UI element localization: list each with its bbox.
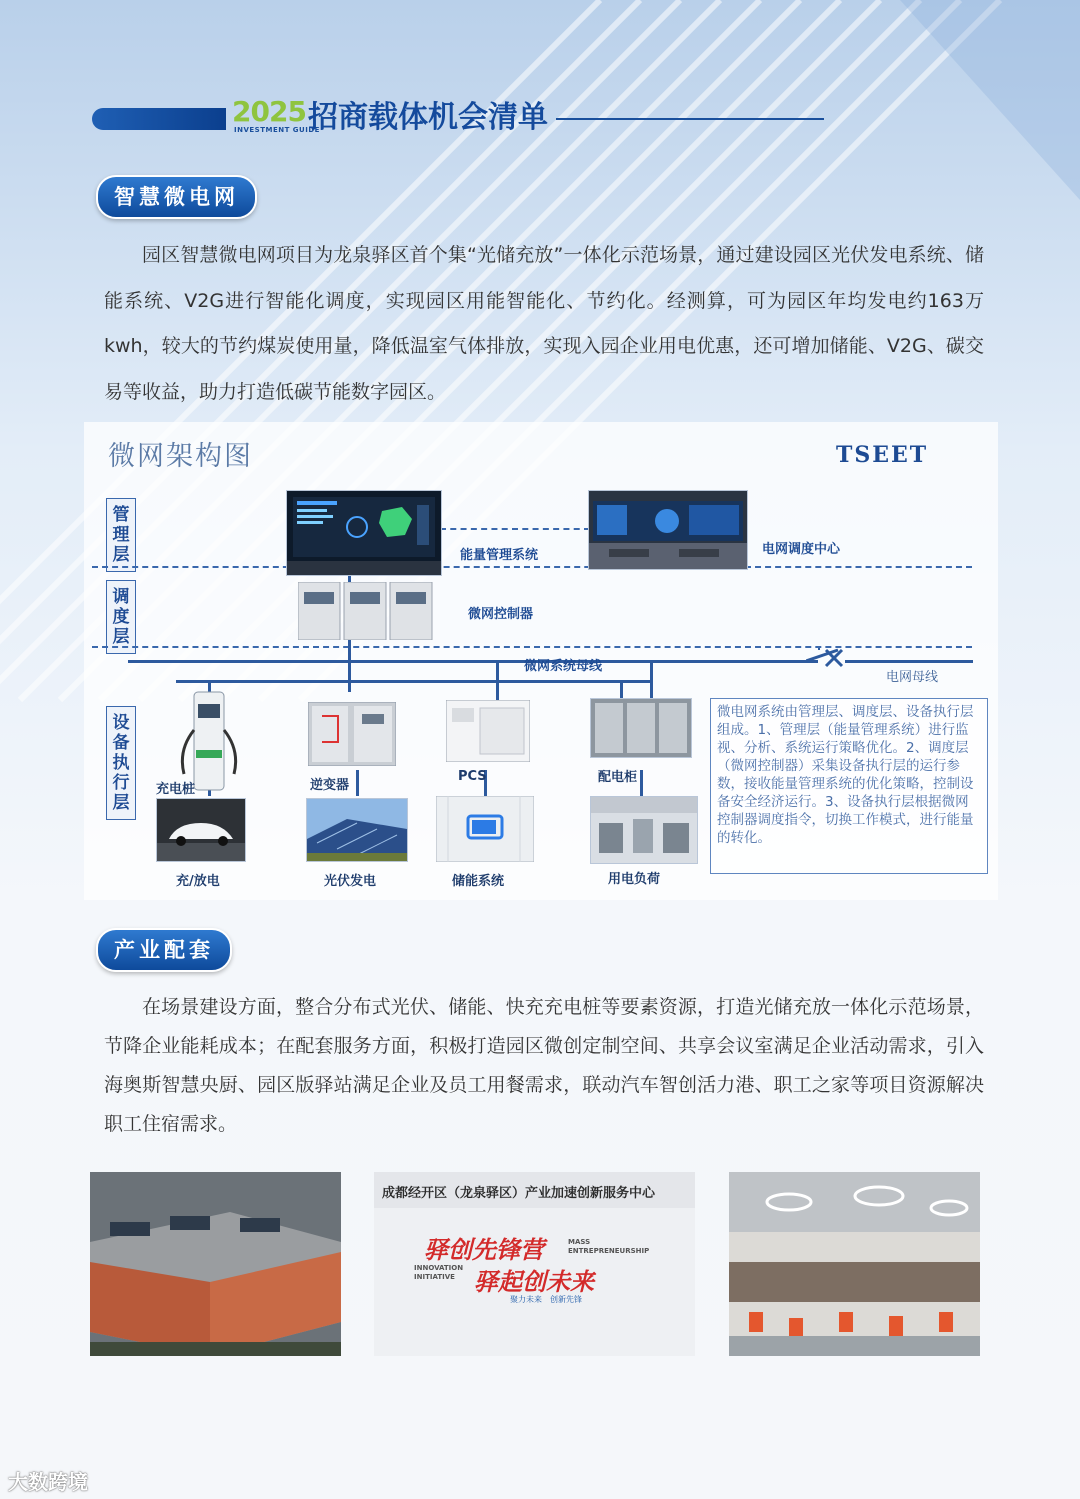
ems-screen-image [286, 490, 442, 576]
controller-cabinets-image [298, 582, 434, 640]
photo-innovation-center [374, 1172, 695, 1356]
switch-icon [806, 644, 856, 672]
layer-execution: 设备执行层 [106, 706, 136, 820]
english-slogan-1: MASS ENTREPRENEURSHIP [568, 1238, 650, 1255]
english-slogan-2: INNOVATION INITIATIVE [414, 1264, 464, 1281]
label-micro-bus: 微网系统母线 [524, 659, 603, 674]
paragraph-text: 园区智慧微电网项目为龙泉驿区首个集“光储充放”一体化示范场景，通过建设园区光伏发电系统、储能系统、V2G进行智能化调度，实现园区用能智能化、节约化。经测算，可为园区年均发电约163万kwh，较大的节约煤炭使用量，降低温室气体排放，实现入园企业用电优惠，还可增加储能、V2G、碳交易等收益，助力打造低碳节能数字园区。 [104, 244, 984, 403]
car-image [156, 798, 246, 862]
section-paragraph-industry [104, 988, 984, 1144]
label-pcs: PCS [458, 769, 487, 784]
diagram-description: 微电网系统由管理层、调度层、设备执行层组成。1、管理层（能量管理系统）进行监视、分析、系统运行策略优化。2、调度层（微网控制器）采集设备执行层的运行参数，接收能量管理系统的优化策略，控制设备安全经济运行。3、设备执行层根据微网控制器调度指令，切换工作模式，进行能量的转化。 [710, 698, 988, 874]
photo-building [90, 1172, 341, 1356]
inverter-image [308, 702, 396, 766]
dashed-divider-1 [92, 566, 972, 568]
vertical-link-3 [496, 660, 499, 700]
label-charger: 充电桩 [156, 782, 196, 797]
page-title: 招商载体机会清单 [308, 100, 548, 135]
vertical-link-5 [650, 660, 653, 700]
sub-bus-line [176, 680, 650, 683]
label-grid-center: 电网调度中心 [762, 542, 841, 557]
photo-canteen [729, 1172, 980, 1356]
layer-dispatch: 调度层 [106, 580, 136, 654]
storage-image [436, 796, 534, 862]
micro-bus-line [128, 660, 818, 663]
label-load: 用电负荷 [608, 872, 661, 887]
vertical-link-9 [640, 770, 643, 796]
pcs-image [446, 700, 530, 762]
section-title-industry: 产业配套 [96, 928, 232, 972]
label-storage: 储能系统 [452, 874, 505, 889]
label-controller: 微网控制器 [468, 607, 534, 622]
label-grid-bus: 电网母线 [886, 670, 939, 685]
header-subtitle: INVESTMENT GUIDE [234, 126, 320, 134]
vertical-link-4 [620, 680, 623, 700]
section-title-microgrid: 智慧微电网 [96, 175, 257, 219]
label-pv: 光伏发电 [324, 874, 377, 889]
label-ems: 能量管理系统 [460, 548, 539, 563]
grid-center-image [588, 490, 748, 570]
watermark: 大数跨境 [8, 1470, 88, 1494]
slogan-1: 驿创先锋营 [424, 1236, 544, 1264]
pv-image [306, 798, 408, 862]
dashed-link [440, 528, 590, 530]
header-rule [556, 118, 824, 120]
slogan-small: 聚力未来 创新先锋 [510, 1295, 582, 1304]
layer-management: 管理层 [106, 498, 136, 572]
load-image [590, 796, 698, 864]
cabinet-image [590, 698, 692, 758]
label-cabinet: 配电柜 [598, 770, 638, 785]
header-bar [92, 108, 226, 130]
grid-bus-line [845, 660, 973, 663]
diagram-title: 微网架构图 [108, 441, 253, 472]
label-inverter: 逆变器 [310, 778, 350, 793]
slogan-2: 驿起创未来 [474, 1268, 594, 1296]
diagram-logo: TSEET [836, 442, 929, 468]
vertical-link-7 [356, 770, 359, 796]
section-paragraph-microgrid [104, 233, 984, 415]
paragraph-text: 在场景建设方面，整合分布式光伏、储能、快充充电桩等要素资源，打造光储充放一体化示范场景，节降企业能耗成本；在配套服务方面，积极打造园区微创定制空间、共享会议室满足企业活动需求，引入海奥斯智慧央厨、园区版驿站满足企业及员工用餐需求，联动汽车智创活力港、职工之家等项目资源解决职工住宿需求。 [104, 996, 984, 1135]
header-year: 2025 [232, 95, 306, 128]
center-header-text: 成都经开区（龙泉驿区）产业加速创新服务中心 [382, 1186, 656, 1201]
label-charge-discharge: 充/放电 [176, 874, 220, 889]
